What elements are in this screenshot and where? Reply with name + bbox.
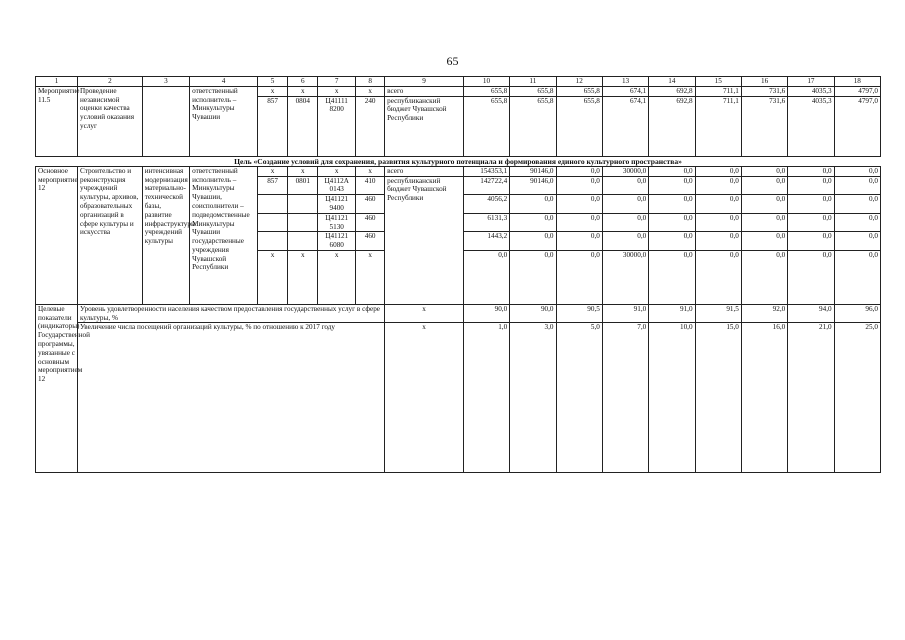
code-cell: 410 [356, 176, 385, 195]
value-cell: 0,0 [556, 166, 602, 176]
value-cell: 655,8 [556, 86, 602, 96]
value-cell: 0,0 [834, 213, 880, 232]
program-table [35, 76, 881, 473]
header-cell: 7 [318, 77, 356, 87]
value-cell: 1,0 [463, 323, 509, 473]
value-cell: 3,0 [510, 323, 556, 473]
value-cell: 7,0 [602, 323, 648, 473]
value-cell: 0,0 [788, 250, 834, 304]
value-cell: 711,1 [695, 86, 741, 96]
value-cell: 0,0 [834, 195, 880, 214]
code-cell: Ц41121 5130 [318, 213, 356, 232]
source-cell: всего [385, 166, 464, 176]
code-cell: x [258, 86, 288, 96]
indicator-unit: x [385, 304, 464, 323]
value-cell: 90,0 [510, 304, 556, 323]
value-cell: 0,0 [788, 213, 834, 232]
value-cell: 25,0 [834, 323, 880, 473]
value-cell: 96,0 [834, 304, 880, 323]
value-cell: 90146,0 [510, 176, 556, 195]
value-cell: 90146,0 [510, 166, 556, 176]
value-cell: 0,0 [556, 176, 602, 195]
header-cell: 6 [288, 77, 318, 87]
value-cell: 711,1 [695, 96, 741, 156]
code-cell: x [258, 166, 288, 176]
value-cell: 10,0 [649, 323, 695, 473]
code-cell [258, 213, 288, 232]
value-cell: 0,0 [741, 195, 787, 214]
header-cell: 17 [788, 77, 834, 87]
code-cell: Ц41111 8200 [318, 96, 356, 156]
header-cell: 2 [78, 77, 143, 87]
target-row [36, 323, 881, 473]
code-cell: 857 [258, 96, 288, 156]
value-cell: 0,0 [834, 232, 880, 251]
value-cell: 0,0 [649, 176, 695, 195]
header-cell: 10 [463, 77, 509, 87]
code-cell [288, 232, 318, 251]
row-label-cell: Мероприятие 11.5 [36, 86, 78, 156]
code-cell: 0804 [288, 96, 318, 156]
value-cell: 0,0 [741, 166, 787, 176]
value-cell: 655,8 [463, 86, 509, 96]
code-cell: x [318, 250, 356, 304]
value-cell: 0,0 [602, 176, 648, 195]
value-cell: 0,0 [788, 195, 834, 214]
value-cell: 90,5 [556, 304, 602, 323]
value-cell: 0,0 [741, 250, 787, 304]
value-cell: 0,0 [695, 213, 741, 232]
value-cell: 0,0 [649, 166, 695, 176]
source-cell: республиканский бюджет Чувашской Республики [385, 96, 464, 156]
value-cell: 91,0 [649, 304, 695, 323]
value-cell: 655,8 [510, 96, 556, 156]
header-cell: 12 [556, 77, 602, 87]
value-cell: 142722,4 [463, 176, 509, 195]
indicator-unit: x [385, 323, 464, 473]
code-cell: 460 [356, 232, 385, 251]
value-cell: 0,0 [556, 213, 602, 232]
goal-title: Цель «Создание условий для сохранения, развития культурного потенциала и формирования единого культурного пространства» [234, 156, 682, 166]
value-cell: 0,0 [602, 232, 648, 251]
value-cell: 692,8 [649, 86, 695, 96]
value-cell: 0,0 [788, 166, 834, 176]
value-cell: 16,0 [741, 323, 787, 473]
header-cell: 15 [695, 77, 741, 87]
code-cell: 460 [356, 213, 385, 232]
code-cell [258, 195, 288, 214]
value-cell: 0,0 [510, 195, 556, 214]
page-number: 65 [446, 54, 459, 68]
code-cell: 857 [258, 176, 288, 195]
value-cell: 91,5 [695, 304, 741, 323]
header-cell: 4 [190, 77, 258, 87]
table-body [36, 77, 881, 473]
value-cell: 4797,0 [834, 86, 880, 96]
code-cell: Ц41121 6080 [318, 232, 356, 251]
activity-name-cell: Строительство и реконструкция учреждений культуры, архивов, образовательных организаций в сфере культуры и искусства [78, 166, 143, 304]
value-cell: 94,0 [788, 304, 834, 323]
code-cell: 0801 [288, 176, 318, 195]
executor-cell: ответственный исполнитель – Минкультуры Чувашии, соисполнители – подведомственные Минкультуры Чувашии государственные учреждения Чувашской Республики [190, 166, 258, 304]
code-cell: x [258, 250, 288, 304]
value-cell: 674,1 [602, 86, 648, 96]
value-cell: 0,0 [510, 250, 556, 304]
source-cell: республиканский бюджет Чувашской Республики [385, 176, 464, 304]
value-cell: 0,0 [649, 250, 695, 304]
code-cell [258, 232, 288, 251]
source-cell: всего [385, 86, 464, 96]
value-cell: 0,0 [834, 176, 880, 195]
value-cell: 0,0 [649, 232, 695, 251]
value-cell: 0,0 [695, 232, 741, 251]
activity-name-cell: Проведение независимой оценки качества условий оказания услуг [78, 86, 143, 156]
result-cell [142, 86, 189, 156]
code-cell: x [356, 86, 385, 96]
code-cell: x [356, 250, 385, 304]
targets-label: Целевые показатели (индикаторы) Государственной программы, увязанные с основным мероприятием 12 [36, 304, 78, 473]
header-cell: 5 [258, 77, 288, 87]
code-cell: Ц41121 9400 [318, 195, 356, 214]
value-cell: 0,0 [649, 213, 695, 232]
value-cell: 0,0 [649, 195, 695, 214]
value-cell: 0,0 [510, 232, 556, 251]
result-cell: интенсивная модернизация материально-технической базы, развитие инфраструктуры учреждений культуры [142, 166, 189, 304]
value-cell: 30000,0 [602, 250, 648, 304]
value-cell: 92,0 [741, 304, 787, 323]
value-cell: 674,1 [602, 96, 648, 156]
value-cell: 0,0 [695, 176, 741, 195]
value-cell: 0,0 [695, 250, 741, 304]
indicator-text: Увеличение числа посещений организаций культуры, % по отношению к 2017 году [78, 323, 385, 473]
header-cell: 3 [142, 77, 189, 87]
value-cell: 0,0 [741, 176, 787, 195]
value-cell: 655,8 [556, 96, 602, 156]
value-cell: 692,8 [649, 96, 695, 156]
value-cell: 15,0 [695, 323, 741, 473]
header-cell: 1 [36, 77, 78, 87]
value-cell: 90,0 [463, 304, 509, 323]
header-cell: 8 [356, 77, 385, 87]
value-cell: 655,8 [463, 96, 509, 156]
value-cell: 731,6 [741, 96, 787, 156]
value-cell: 0,0 [556, 250, 602, 304]
value-cell: 655,8 [510, 86, 556, 96]
code-cell: x [288, 166, 318, 176]
value-cell: 731,6 [741, 86, 787, 96]
value-cell: 91,0 [602, 304, 648, 323]
header-row [36, 77, 881, 87]
value-cell: 154353,1 [463, 166, 509, 176]
code-cell: x [288, 86, 318, 96]
value-cell: 0,0 [788, 232, 834, 251]
value-cell: 0,0 [695, 195, 741, 214]
code-cell: x [356, 166, 385, 176]
value-cell: 6131,3 [463, 213, 509, 232]
value-cell: 0,0 [695, 166, 741, 176]
header-cell: 9 [385, 77, 464, 87]
value-cell: 0,0 [834, 166, 880, 176]
header-cell: 14 [649, 77, 695, 87]
code-cell [288, 195, 318, 214]
value-cell: 0,0 [463, 250, 509, 304]
code-cell: 460 [356, 195, 385, 214]
code-cell: x [318, 86, 356, 96]
code-cell: x [318, 166, 356, 176]
value-cell: 30000,0 [602, 166, 648, 176]
header-cell: 18 [834, 77, 880, 87]
header-cell: 11 [510, 77, 556, 87]
executor-cell: ответственный исполнитель – Минкультуры Чувашии [190, 86, 258, 156]
header-cell: 16 [741, 77, 787, 87]
value-cell: 4056,2 [463, 195, 509, 214]
value-cell: 0,0 [556, 195, 602, 214]
table-row [36, 166, 881, 176]
value-cell: 0,0 [741, 232, 787, 251]
value-cell: 0,0 [602, 195, 648, 214]
header-cell: 13 [602, 77, 648, 87]
value-cell: 4035,3 [788, 96, 834, 156]
value-cell: 21,0 [788, 323, 834, 473]
value-cell: 0,0 [788, 176, 834, 195]
code-cell [288, 213, 318, 232]
value-cell: 0,0 [556, 232, 602, 251]
value-cell: 4797,0 [834, 96, 880, 156]
value-cell: 0,0 [834, 250, 880, 304]
value-cell: 0,0 [741, 213, 787, 232]
value-cell: 1443,2 [463, 232, 509, 251]
row-label-cell: Основное мероприятие 12 [36, 166, 78, 304]
value-cell: 4035,3 [788, 86, 834, 96]
code-cell: Ц4112А 0143 [318, 176, 356, 195]
value-cell: 5,0 [556, 323, 602, 473]
value-cell: 0,0 [510, 213, 556, 232]
code-cell: x [288, 250, 318, 304]
indicator-text: Уровень удовлетворенности населения качеством предоставления государственных услуг в сфере культуры, % [78, 304, 385, 323]
code-cell: 240 [356, 96, 385, 156]
target-row [36, 304, 881, 323]
goal-row [36, 156, 881, 166]
table-row [36, 86, 881, 96]
value-cell: 0,0 [602, 213, 648, 232]
